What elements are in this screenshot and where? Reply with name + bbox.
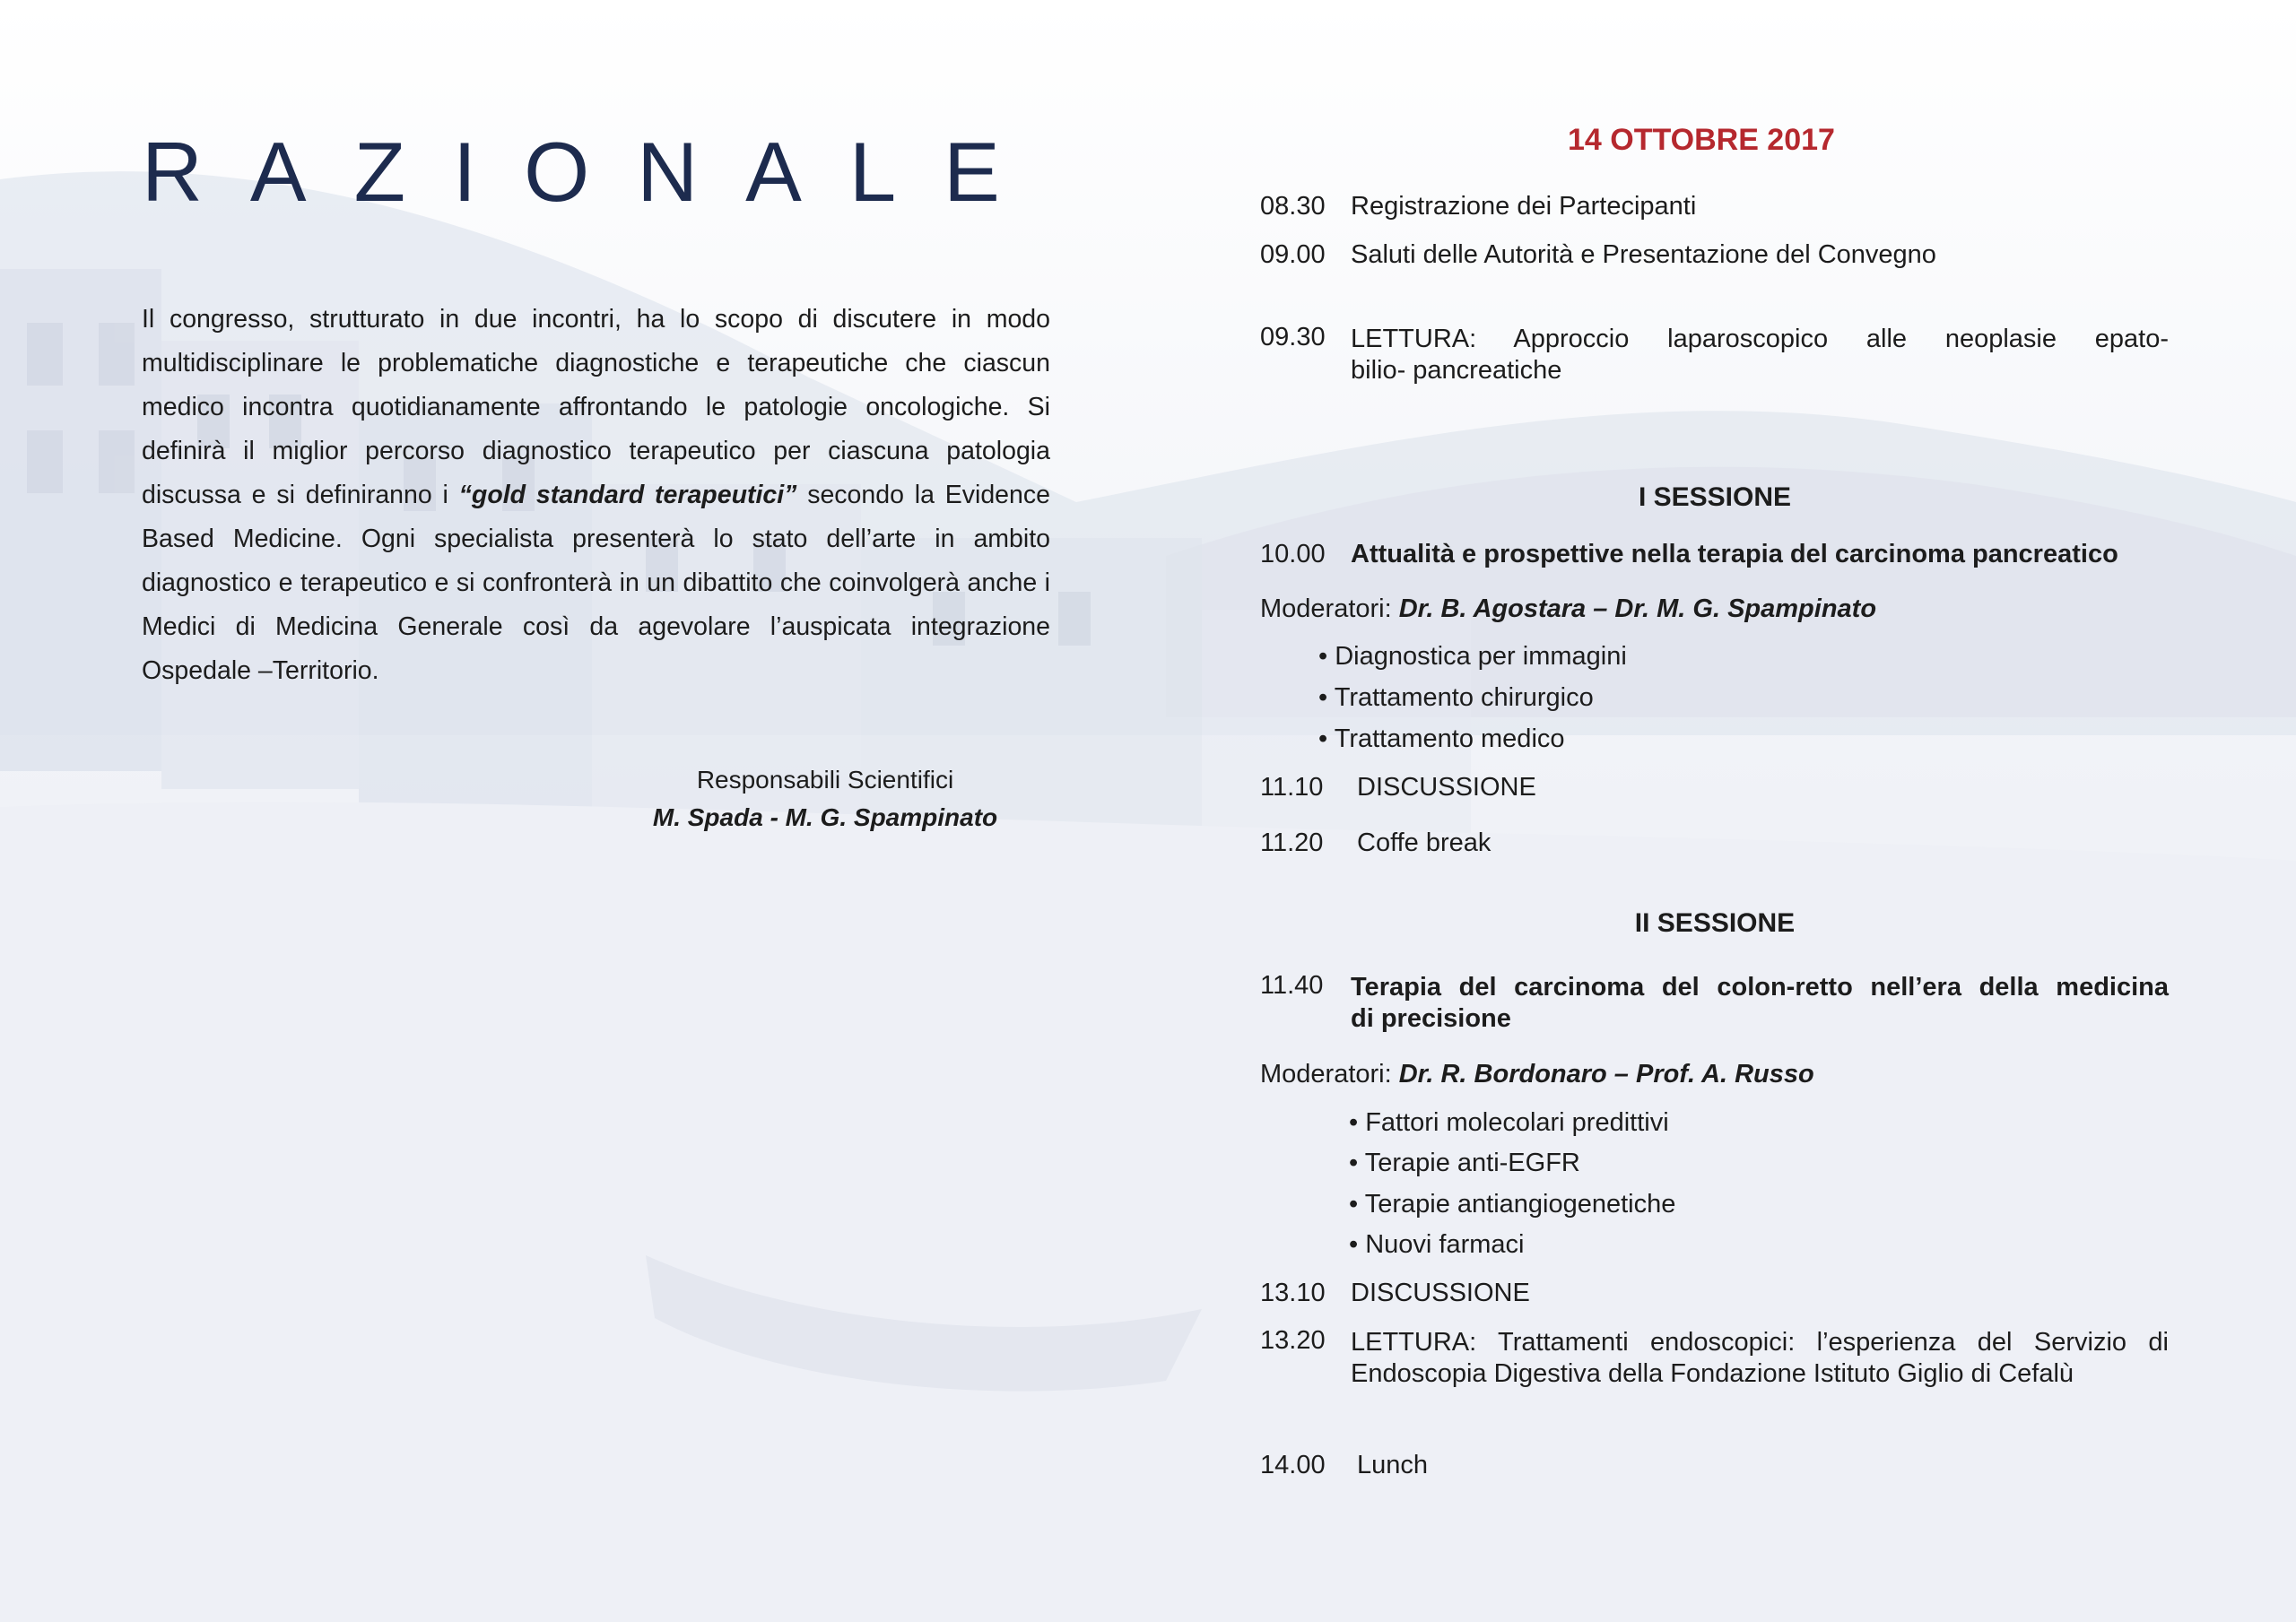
session-2-item [1349,1230,1525,1260]
time-1310: 13.10 [1260,1279,1326,1307]
session-2-item [1349,1190,1675,1219]
page-title: RAZIONALE [142,125,1048,219]
session-1-item [1318,724,1565,754]
session-2-item [1349,1108,1669,1138]
program-date: 14 OTTOBRE 2017 [1568,123,1835,157]
lecture-1-text: LETTURA: Approccio laparoscopico alle neoplasie epato- [1351,325,2169,353]
time-1120: 11.20 [1260,828,1324,857]
rationale-text-1: Il congresso, strutturato in due incontri, ha lo scopo di discutere in modo multidisciplinare le problematiche diagnostiche e terapeutiche che ciascun medico incontra quotidianamente affrontando le patologie oncologiche. Si definirà il miglior percorso diagnostico terapeutico per ciascuna patologia discussa e si definiranno i [142,305,1050,509]
item-label: Trattamento chirurgico [1334,683,1594,712]
lecture-2-text-line2: Endoscopia Digestiva della Fondazione Istituto Giglio di Cefalù [1351,1359,2074,1388]
session-1-title: I SESSIONE [1638,482,1792,512]
scientific-managers [646,766,1004,832]
moderators-label: Moderatori: [1260,1060,1392,1089]
time-1000: 10.00 [1260,540,1326,568]
item-label: Terapie anti-EGFR [1364,1149,1580,1177]
moderators-label: Moderatori: [1260,594,1392,623]
session-1-moderators [1260,594,1876,624]
bullet: • [1318,683,1328,712]
scientific-managers-names: M. Spada - M. G. Spampinato [652,803,998,831]
item-label: Terapie antiangiogenetiche [1364,1190,1676,1219]
rationale-text-2: secondo la Evidence Based Medicine. Ogni specialista presenterà lo stato dell’arte in ambito diagnostico e terapeutico e si confronterà in un dibattito che coinvolgerà anche i Medici di Medicina Generale così da agevolare l’auspicata integrazione Ospedale –Territorio. [142,481,1050,685]
session-2-item [1349,1149,1580,1178]
item-label: Nuovi farmaci [1365,1230,1525,1259]
time-0930: 09.30 [1260,323,1326,351]
session-1-topic: Attualità e prospettive nella terapia del carcinoma pancreatico [1351,540,2118,568]
bullet: • [1349,1190,1359,1219]
rationale-paragraph [142,298,1050,693]
item-label: Fattori molecolari predittivi [1365,1108,1669,1137]
lecture-1-text-line2: bilio- pancreatiche [1351,356,1562,385]
bullet: • [1349,1230,1359,1259]
item-label: Diagnostica per immagini [1335,642,1627,671]
session-2-topic: Terapia del carcinoma del colon-retto nell’era della medicina [1351,973,2169,1002]
item-label: Trattamento medico [1334,724,1565,753]
time-0830: 08.30 [1260,192,1326,221]
session-2-moderators [1260,1060,1814,1089]
session-1-item [1318,683,1594,713]
moderators-names: Dr. B. Agostara – Dr. M. G. Spampinato [1398,594,1877,623]
registration-text: Registrazione dei Partecipanti [1351,192,1697,221]
lunch-text: Lunch [1357,1451,1429,1479]
time-1400: 14.00 [1260,1451,1326,1479]
time-1110: 11.10 [1260,773,1324,802]
coffee-break-text: Coffe break [1357,828,1492,857]
discussion-2-text: DISCUSSIONE [1351,1279,1530,1307]
discussion-1-text: DISCUSSIONE [1357,773,1536,802]
time-0900: 09.00 [1260,240,1326,269]
rationale-emphasis: “gold standard terapeutici” [458,481,797,509]
bullet: • [1349,1149,1359,1177]
bullet: • [1318,642,1328,671]
moderators-names: Dr. R. Bordonaro – Prof. A. Russo [1398,1060,1814,1089]
welcome-text: Saluti delle Autorità e Presentazione del Convegno [1351,240,1936,269]
time-1320: 13.20 [1260,1326,1326,1355]
scientific-managers-label: Responsabili Scientifici [696,766,954,794]
session-1-item [1318,642,1627,672]
session-2-topic-line2: di precisione [1351,1004,1511,1033]
bullet: • [1349,1108,1359,1137]
lecture-2-text: LETTURA: Trattamenti endoscopici: l’esperienza del Servizio di [1351,1328,2169,1357]
time-1140: 11.40 [1260,971,1324,1000]
session-2-title: II SESSIONE [1634,908,1796,938]
bullet: • [1318,724,1328,753]
